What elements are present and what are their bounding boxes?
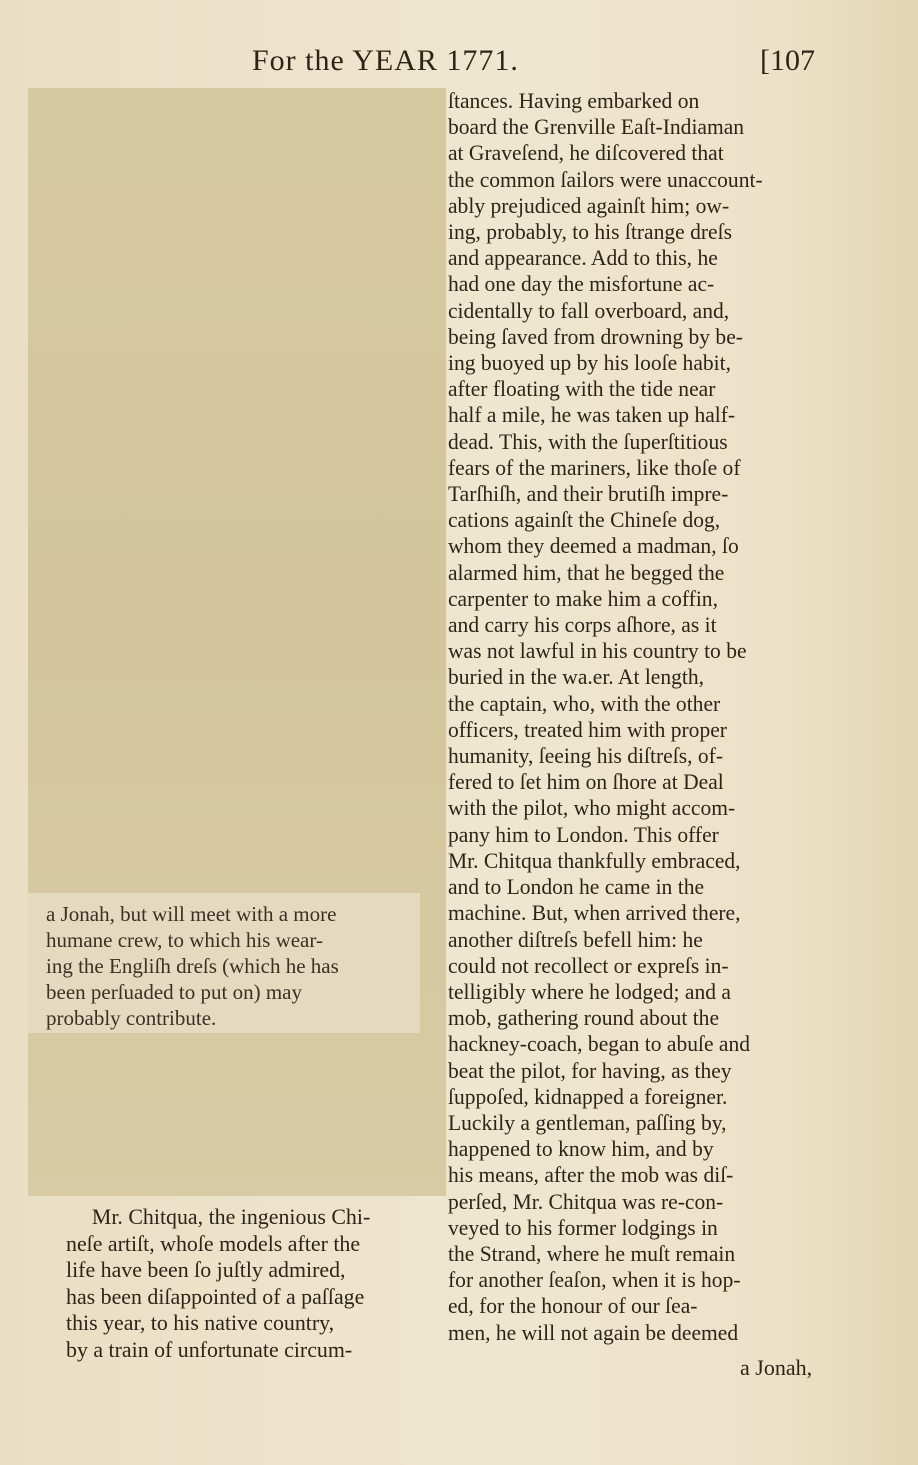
text-line: men, he will not again be deemed <box>448 1319 739 1345</box>
text-line: was not lawful in his country to be <box>448 638 747 664</box>
text-line: this year, to his native country, <box>66 1310 335 1335</box>
text-line: Mr. Chitqua, the ingenious Chi- <box>91 1204 371 1229</box>
text-line: half a mile, he was taken up half- <box>448 402 736 428</box>
text-line: hackney-coach, began to abuſe and <box>448 1031 751 1057</box>
text-line: had one day the misfortune ac- <box>448 271 715 297</box>
text-line: perſed, Mr. Chitqua was re-con- <box>448 1188 724 1214</box>
text-line: officers, treated him with proper <box>448 716 727 742</box>
text-line: and carry his corps aſhore, as it <box>448 612 717 638</box>
text-line: with the pilot, who might accom- <box>448 795 736 821</box>
text-line: ſtances. Having embarked on <box>448 88 700 113</box>
catchword: a Jonah, <box>740 1355 813 1380</box>
text-line: telligibly where he lodged; and a <box>448 978 731 1004</box>
text-line: happened to know him, and by <box>448 1136 714 1162</box>
text-line: his means, after the mob was diſ- <box>448 1162 734 1188</box>
text-line: and appearance. Add to this, he <box>448 245 718 271</box>
inset-paragraph <box>28 893 420 1033</box>
left-column-text <box>66 1204 438 1363</box>
text-line: at Graveſend, he diſcovered that <box>448 140 724 166</box>
text-line: has been diſappointed of a paſſage <box>66 1283 365 1309</box>
text-line: fears of the mariners, like thoſe of <box>448 454 741 480</box>
text-line: beat the pilot, for having, as they <box>448 1057 732 1083</box>
text-line: ably prejudiced againſt him; ow- <box>448 192 730 218</box>
text-line: alarmed him, that he begged the <box>448 559 725 585</box>
text-line: whom they deemed a madman, ſo <box>448 533 739 559</box>
text-line: veyed to his former lodgings in <box>448 1214 718 1240</box>
text-line: ed, for the honour of our ſea- <box>448 1293 698 1319</box>
text-line: neſe artiſt, whoſe models after the <box>66 1230 361 1256</box>
text-line: ſuppoſed, kidnapped a foreigner. <box>448 1083 728 1109</box>
page-number: [107 <box>760 44 815 77</box>
text-line: another diſtreſs befell him: he <box>448 926 703 952</box>
text-line: could not recollect or expreſs in- <box>448 952 729 978</box>
text-line: by a train of unfortunate circum- <box>66 1336 353 1362</box>
text-line: mob, gathering round about the <box>448 1005 720 1031</box>
text-line: ing, probably, to his ſtrange dreſs <box>448 219 732 245</box>
text-line: Tarſhiſh, and their brutiſh impre- <box>448 481 729 507</box>
text-line: humanity, ſeeing his diſtreſs, of- <box>448 743 724 769</box>
text-line: dead. This, with the ſuperſtitious <box>448 428 728 454</box>
text-line: buried in the wa.er. At length, <box>448 664 705 690</box>
inset-line: probably contribute. <box>46 1006 217 1030</box>
inset-line: humane crew, to which his wear- <box>46 928 323 952</box>
text-line: board the Grenville Eaſt-Indiaman <box>448 114 745 140</box>
text-line: pany him to London. This offer <box>448 821 719 847</box>
text-line: the common ſailors were unaccount- <box>448 166 763 192</box>
running-head: For the YEAR 1771. <box>252 44 519 77</box>
text-line: carpenter to make him a coffin, <box>448 585 718 611</box>
text-line: being ſaved from drowning by be- <box>448 323 743 349</box>
text-line: life have been ſo juſtly admired, <box>66 1257 346 1282</box>
text-line: for another ſeaſon, when it is hop- <box>448 1267 741 1293</box>
inset-line: been perſuaded to put on) may <box>46 980 302 1004</box>
inset-line: a Jonah, but will meet with a more <box>46 902 337 926</box>
text-line: Mr. Chitqua thankfully embraced, <box>448 847 741 873</box>
text-line: ing buoyed up by his looſe habit, <box>448 350 732 376</box>
text-line: Luckily a gentleman, paſſing by, <box>448 1109 727 1135</box>
text-line: fered to ſet him on ſhore at Deal <box>448 769 724 795</box>
right-column-text <box>448 88 832 1346</box>
text-line: and to London he came in the <box>448 874 705 900</box>
text-line: cidentally to fall overboard, and, <box>448 297 730 323</box>
text-line: after floating with the tide near <box>448 376 716 402</box>
inset-line: ing the Engliſh dreſs (which he has <box>46 954 339 978</box>
text-line: the captain, who, with the other <box>448 690 721 716</box>
text-line: the Strand, where he muſt remain <box>448 1240 736 1266</box>
text-line: machine. But, when arrived there, <box>448 900 741 926</box>
text-line: cations againſt the Chineſe dog, <box>448 507 721 533</box>
